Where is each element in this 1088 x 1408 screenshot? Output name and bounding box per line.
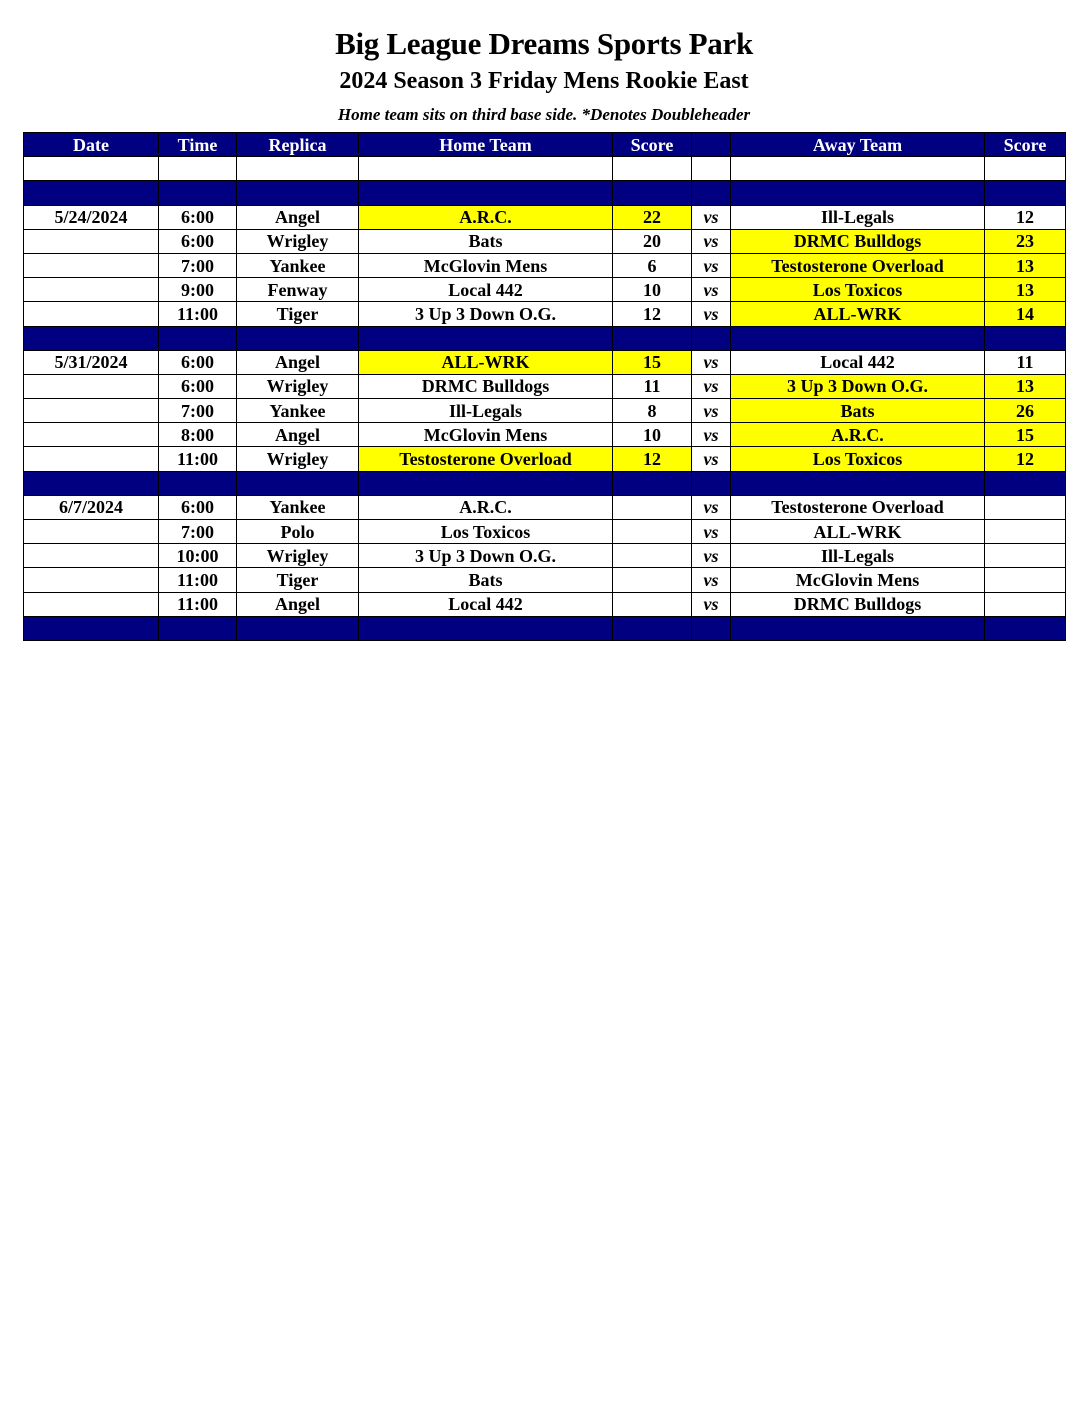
date-cell — [24, 278, 159, 302]
home-team-cell: Bats — [359, 229, 613, 253]
schedule-body — [24, 157, 1066, 641]
blank-cell — [613, 157, 692, 181]
blank-cell — [692, 157, 731, 181]
separator-cell — [24, 326, 159, 350]
game-row — [24, 520, 1066, 544]
replica-cell: Angel — [237, 423, 359, 447]
home-score-cell — [613, 520, 692, 544]
away-team-cell: Testosterone Overload — [731, 253, 985, 277]
separator-cell — [985, 471, 1066, 495]
time-cell: 11:00 — [159, 302, 237, 326]
separator-row — [24, 326, 1066, 350]
separator-cell — [613, 616, 692, 640]
home-score-cell: 11 — [613, 374, 692, 398]
time-cell: 9:00 — [159, 278, 237, 302]
vs-cell: vs — [692, 447, 731, 471]
blank-cell — [24, 157, 159, 181]
away-score-cell — [985, 568, 1066, 592]
separator-cell — [613, 181, 692, 205]
home-team-cell: Local 442 — [359, 592, 613, 616]
date-cell — [24, 399, 159, 423]
replica-cell: Polo — [237, 520, 359, 544]
blank-cell — [237, 157, 359, 181]
date-cell: 6/7/2024 — [24, 495, 159, 519]
time-cell: 11:00 — [159, 592, 237, 616]
away-score-cell: 26 — [985, 399, 1066, 423]
home-score-cell: 10 — [613, 423, 692, 447]
vs-cell: vs — [692, 278, 731, 302]
home-team-cell: Ill-Legals — [359, 399, 613, 423]
game-row — [24, 495, 1066, 519]
date-cell — [24, 253, 159, 277]
blank-cell — [159, 157, 237, 181]
home-team-cell: McGlovin Mens — [359, 253, 613, 277]
col-header-home-score: Score — [613, 133, 692, 157]
game-row — [24, 350, 1066, 374]
vs-cell: vs — [692, 253, 731, 277]
page-title: Big League Dreams Sports Park — [335, 26, 753, 61]
date-cell: 5/31/2024 — [24, 350, 159, 374]
away-team-cell: Los Toxicos — [731, 447, 985, 471]
col-header-away-team: Away Team — [731, 133, 985, 157]
vs-cell: vs — [692, 568, 731, 592]
separator-cell — [613, 326, 692, 350]
away-team-cell: DRMC Bulldogs — [731, 592, 985, 616]
separator-cell — [985, 616, 1066, 640]
date-cell — [24, 302, 159, 326]
separator-cell — [985, 181, 1066, 205]
separator-cell — [692, 471, 731, 495]
replica-cell: Fenway — [237, 278, 359, 302]
home-score-cell — [613, 568, 692, 592]
away-team-cell: Bats — [731, 399, 985, 423]
separator-cell — [237, 181, 359, 205]
blank-cell — [985, 157, 1066, 181]
page-subtitle: 2024 Season 3 Friday Mens Rookie East — [339, 68, 749, 94]
away-score-cell: 15 — [985, 423, 1066, 447]
away-team-cell: ALL-WRK — [731, 520, 985, 544]
col-header-home-team: Home Team — [359, 133, 613, 157]
vs-cell: vs — [692, 423, 731, 447]
away-team-cell: 3 Up 3 Down O.G. — [731, 374, 985, 398]
home-team-cell: Local 442 — [359, 278, 613, 302]
home-team-cell: Testosterone Overload — [359, 447, 613, 471]
separator-cell — [159, 181, 237, 205]
separator-cell — [613, 471, 692, 495]
time-cell: 7:00 — [159, 520, 237, 544]
away-score-cell: 12 — [985, 205, 1066, 229]
vs-cell: vs — [692, 350, 731, 374]
blank-cell — [359, 157, 613, 181]
replica-cell: Tiger — [237, 302, 359, 326]
separator-cell — [359, 181, 613, 205]
vs-cell: vs — [692, 592, 731, 616]
separator-cell — [692, 616, 731, 640]
home-team-cell: 3 Up 3 Down O.G. — [359, 302, 613, 326]
date-cell — [24, 568, 159, 592]
home-score-cell: 15 — [613, 350, 692, 374]
col-header-time: Time — [159, 133, 237, 157]
separator-cell — [731, 181, 985, 205]
separator-cell — [237, 326, 359, 350]
home-team-cell: McGlovin Mens — [359, 423, 613, 447]
away-score-cell — [985, 520, 1066, 544]
home-score-cell: 22 — [613, 205, 692, 229]
replica-cell: Wrigley — [237, 544, 359, 568]
away-score-cell: 23 — [985, 229, 1066, 253]
separator-row — [24, 471, 1066, 495]
away-score-cell: 13 — [985, 253, 1066, 277]
date-cell — [24, 520, 159, 544]
home-score-cell: 12 — [613, 447, 692, 471]
game-row — [24, 302, 1066, 326]
away-team-cell: DRMC Bulldogs — [731, 229, 985, 253]
away-score-cell: 13 — [985, 374, 1066, 398]
col-header-away-score: Score — [985, 133, 1066, 157]
away-score-cell: 11 — [985, 350, 1066, 374]
away-score-cell: 12 — [985, 447, 1066, 471]
home-score-cell: 12 — [613, 302, 692, 326]
vs-cell: vs — [692, 229, 731, 253]
time-cell: 6:00 — [159, 205, 237, 229]
away-team-cell: McGlovin Mens — [731, 568, 985, 592]
game-row — [24, 447, 1066, 471]
separator-cell — [731, 616, 985, 640]
separator-cell — [692, 181, 731, 205]
home-score-cell — [613, 592, 692, 616]
separator-cell — [237, 471, 359, 495]
game-row — [24, 568, 1066, 592]
home-team-cell: ALL-WRK — [359, 350, 613, 374]
separator-cell — [159, 471, 237, 495]
away-score-cell: 13 — [985, 278, 1066, 302]
date-cell — [24, 592, 159, 616]
time-cell: 10:00 — [159, 544, 237, 568]
schedule-table — [23, 132, 1066, 641]
blank-row — [24, 157, 1066, 181]
date-cell — [24, 447, 159, 471]
date-cell — [24, 374, 159, 398]
away-score-cell — [985, 592, 1066, 616]
game-row — [24, 544, 1066, 568]
replica-cell: Angel — [237, 592, 359, 616]
vs-cell: vs — [692, 205, 731, 229]
time-cell: 11:00 — [159, 568, 237, 592]
date-cell — [24, 423, 159, 447]
away-team-cell: Testosterone Overload — [731, 495, 985, 519]
time-cell: 8:00 — [159, 423, 237, 447]
header-row — [24, 133, 1066, 157]
game-row — [24, 278, 1066, 302]
separator-row — [24, 181, 1066, 205]
replica-cell: Yankee — [237, 253, 359, 277]
page-note: Home team sits on third base side. *Denotes Doubleheader — [337, 105, 751, 124]
away-team-cell: A.R.C. — [731, 423, 985, 447]
separator-cell — [24, 616, 159, 640]
home-score-cell — [613, 495, 692, 519]
date-cell: 5/24/2024 — [24, 205, 159, 229]
separator-cell — [985, 326, 1066, 350]
separator-cell — [159, 616, 237, 640]
away-team-cell: Los Toxicos — [731, 278, 985, 302]
separator-cell — [692, 326, 731, 350]
game-row — [24, 253, 1066, 277]
separator-cell — [359, 616, 613, 640]
away-team-cell: ALL-WRK — [731, 302, 985, 326]
home-team-cell: Los Toxicos — [359, 520, 613, 544]
time-cell: 7:00 — [159, 253, 237, 277]
blank-cell — [731, 157, 985, 181]
time-cell: 6:00 — [159, 229, 237, 253]
time-cell: 6:00 — [159, 495, 237, 519]
game-row — [24, 423, 1066, 447]
home-score-cell: 10 — [613, 278, 692, 302]
game-row — [24, 229, 1066, 253]
col-header-replica: Replica — [237, 133, 359, 157]
replica-cell: Yankee — [237, 495, 359, 519]
home-score-cell: 6 — [613, 253, 692, 277]
away-score-cell: 14 — [985, 302, 1066, 326]
home-score-cell: 20 — [613, 229, 692, 253]
separator-cell — [24, 471, 159, 495]
time-cell: 6:00 — [159, 374, 237, 398]
vs-cell: vs — [692, 495, 731, 519]
away-team-cell: Local 442 — [731, 350, 985, 374]
home-team-cell: A.R.C. — [359, 495, 613, 519]
replica-cell: Angel — [237, 205, 359, 229]
game-row — [24, 374, 1066, 398]
separator-cell — [359, 471, 613, 495]
replica-cell: Yankee — [237, 399, 359, 423]
col-header-date: Date — [24, 133, 159, 157]
away-score-cell — [985, 544, 1066, 568]
home-score-cell: 8 — [613, 399, 692, 423]
separator-cell — [731, 326, 985, 350]
time-cell: 6:00 — [159, 350, 237, 374]
col-header-vs — [692, 133, 731, 157]
replica-cell: Wrigley — [237, 374, 359, 398]
game-row — [24, 205, 1066, 229]
replica-cell: Tiger — [237, 568, 359, 592]
home-team-cell: Bats — [359, 568, 613, 592]
game-row — [24, 399, 1066, 423]
away-team-cell: Ill-Legals — [731, 205, 985, 229]
home-team-cell: A.R.C. — [359, 205, 613, 229]
replica-cell: Wrigley — [237, 447, 359, 471]
away-score-cell — [985, 495, 1066, 519]
replica-cell: Angel — [237, 350, 359, 374]
home-score-cell — [613, 544, 692, 568]
vs-cell: vs — [692, 520, 731, 544]
vs-cell: vs — [692, 374, 731, 398]
separator-cell — [159, 326, 237, 350]
home-team-cell: 3 Up 3 Down O.G. — [359, 544, 613, 568]
separator-cell — [731, 471, 985, 495]
vs-cell: vs — [692, 544, 731, 568]
vs-cell: vs — [692, 302, 731, 326]
game-row — [24, 592, 1066, 616]
vs-cell: vs — [692, 399, 731, 423]
replica-cell: Wrigley — [237, 229, 359, 253]
date-cell — [24, 544, 159, 568]
time-cell: 7:00 — [159, 399, 237, 423]
separator-cell — [24, 181, 159, 205]
away-team-cell: Ill-Legals — [731, 544, 985, 568]
separator-row — [24, 616, 1066, 640]
time-cell: 11:00 — [159, 447, 237, 471]
separator-cell — [359, 326, 613, 350]
separator-cell — [237, 616, 359, 640]
date-cell — [24, 229, 159, 253]
home-team-cell: DRMC Bulldogs — [359, 374, 613, 398]
